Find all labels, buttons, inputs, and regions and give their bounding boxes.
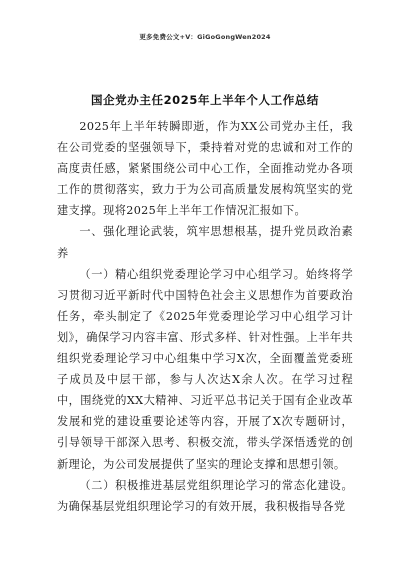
- body-paragraph: （二）积极推进基层党组织理论学习的常态化建设。为确保基层党组织理论学习的有效开展，我积极指导各党: [57, 478, 353, 513]
- section-heading: 一、强化理论武装，筑牢思想根基，提升党员政治素养: [57, 225, 353, 260]
- intro-paragraph: 2025年上半年转瞬即逝，作为XX公司党办主任，我在公司党委的坚强领导下，秉持着对党的忠诚和对工作的高度责任感，紧紧围绕公司中心工作，全面推动党办各项工作的贯彻落实，致力于为公司高质量发展构筑坚实的党建支撑。现将2025年上半年工作情况汇报如下。: [57, 120, 353, 218]
- document-title: 国企党办主任2025年上半年个人工作总结: [90, 93, 319, 107]
- document-body: [57, 116, 353, 517]
- body-paragraph: （一）精心组织党委理论学习中心组学习。始终将学习贯彻习近平新时代中国特色社会主义思想作为首要政治任务，牵头制定了《2025年党委理论学习中心组学习计划》，确保学习内容丰富、形式多样、针对性强。上半年共组织党委理论学习中心组集中学习X次，全面覆盖党委班子成员及中层干部，参与人次达X余人次。在学习过程中，围绕党的XX大精神、习近平总书记关于国有企业改革发展和党的建设重要论述等内容，开展了X次专题研讨，引导领导干部深入思考、积极交流，带头学深悟透党的创新理论，为公司发展提供了坚实的理论支撑和思想引领。: [57, 267, 353, 471]
- header-note: 更多免费公文+V：GiGoGongWen2024: [139, 33, 271, 41]
